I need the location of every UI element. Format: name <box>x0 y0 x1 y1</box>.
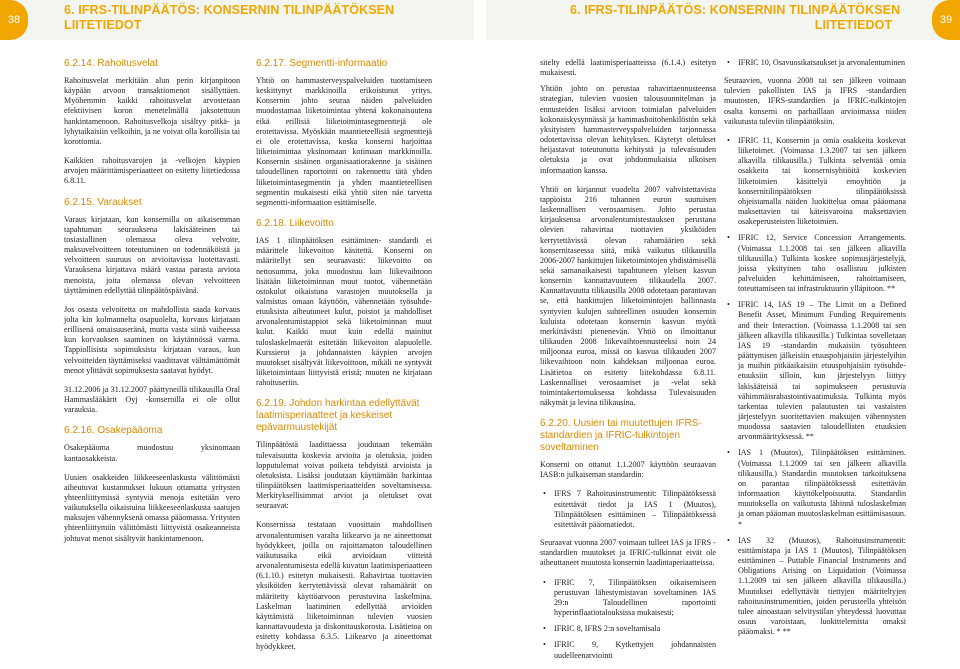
list <box>540 489 716 530</box>
list-item: • IFRS 7 Rahoitusinstrumentit: Tilinpäätöksessä esitettävät tiedot ja IAS 1 (Muutos), Tilinpäätöksen esittäminen – Tilinpäätöksessä esitettävät pääomatiedot. <box>540 489 716 530</box>
list <box>540 578 716 661</box>
heading-share-capital: 6.2.16. Osakepääoma <box>64 425 163 437</box>
right-title-line2: LIITETIEDOT <box>814 18 893 32</box>
right-page-header <box>486 0 960 40</box>
paragraph: Konsernissa testataan vuosittain mahdollisen arvonalentumisen varalta liikearvo ja ne aineettomat hyödykkeet, joilla on rajoittamaton taloudellinen vaikutusaika eikä arvioidaan viitteitä arvonalentumisesta edellä kuvatun laatimisperiaatteen (6.1.10.) esitetyn mukaisesti. Rahavirtaa tuottavien yksiköiden kerrytettävissä olevat rahamäärät on määritetty käyttöarvoon perustuvina laskelmina. Laskelman laatiminen edellyttää arvioiden käyttämistä liiketoiminnan tulevien vuosien kannattavuudesta ja diskonttauskorosta. Lisätietoa on esitetty kohdassa 6.3.5. Liikearvo ja aineettomat hyödykkeet. <box>256 520 432 652</box>
left-title-line2: LIITETIEDOT <box>64 18 142 32</box>
column-2 <box>256 58 432 662</box>
page-gutter <box>474 0 486 626</box>
list-item: • IFRIC 14, IAS 19 – The Limit on a Defined Benefit Asset, Minimum Funding Requirements and their Interaction. (Voimassa 1.1.2008 tai sen jälkeen alkavilla tilikausilla.) Tulkintaa sovelletaan IAS 19 -standardin mukaisiin työsuhteen päättymisen jälkeisiin etuuspohjaisiin järjestelyihin ja muihin pitkäaikaisiin etuuspohjaisiin työsuhde-etuuksiin silloin, kun järjestelyyn liittyy lakisääteisiä tai sopimukseen perustuvia vähimmäisrahastointivaatimuksia. Tulkinta myös tarkentaa tulevien palautusten tai vastaisten järjestelyyn suoritettavien maksujen vähennysten muodossa saatavien taloudellisten etuuksien arvonmäärityksessä. ** <box>724 300 906 442</box>
list-item: • IFRIC 9, Kytkettyjen johdannaisten uudelleenarviointi <box>540 640 716 660</box>
column-1 <box>64 58 240 553</box>
heading-judgements-estimates: 6.2.19. Johdon harkintaa edellyttävät laatimisperiaatteet ja keskeiset epävarmuustekijät <box>256 398 420 434</box>
list-item: • IFRIC 7, Tilinpäätöksen oikaisemiseen perustuvan lähestymistavan soveltaminen IAS 29:n Taloudellinen raportointi hyperinflaatiotalouksissa mukaisesti; <box>540 578 716 619</box>
paragraph: Seuraavien, vuonna 2008 tai sen jälkeen voimaan tulevien pakollisten IAS ja IFRS -standardien muutosten, IFRS-standardien ja IFRIC-tulkintojen osalta konserni on parhaillaan arvioimassa niiden vaikutusta tuleviin tilinpäätöksiin. <box>724 76 906 126</box>
paragraph: Yhtiön johto on perustaa rahavirtaennusteensa strategian, tulevien vuosien talousuunnitelman ja ennusteiden lisäksi arvioon toimialan palveluiden kokonaiskysynnässä ja hammashoitohenkilöstön sekä yksityisten hammasterveyspalveluiden tarjonnassa odotettavissa olevan kehityksen. Käytetyt oletukset heijastavat toteutunutta kehitystä ja tulevaisuuden oletuksia ja ovat johdonmukaisia ulkoisen informaation kanssa. <box>540 84 716 175</box>
paragraph: Tilinpäätöstä laadittaessa joudutaan tekemään tulevaisuutta koskevia arvioita ja oletuksia, joiden lopputulemat voivat poiketa tehdyistä arvioista ja oletuksista. Lisäksi joudutaan käyttämään harkintaa tilinpäätöksen laatimisperiaatteiden soveltamisessa. Merkityksellisimmat arviot ja oletukset ovat seuraavat: <box>256 440 432 511</box>
paragraph: Yhtiö on kirjannut vuodelta 2007 vahvistettavista tappioista 216 tuhannen euron suuruisen laskennallisen verosaamisen. Johto perustaa kirjauksensa arvonalentumistestauksen perustana olevien rahavirtaa tuottavien yksiköiden kerrytettävissä olevan rahamäärien sekä konsernitaseessa siitä, mikä vaikutus tilikausilla 2006-2007 hankittujen liiketoimintojen yhdistämisellä sekä samanaikaisesti tapahtuneen yleisen kasvun konsernin kannattavuuteen tilikaudella 2007. Kannattavuutta tilikausilla 2008 odotetaan parantavan se, että hankittujen liiketoimintojen hallinnasta syntyvien kulujen suhteellinen osuuden konsernin kuluista odotetaan konsernin kasvun myötä merkittävästi pienenevän. Yhtiö on ilmoittanut tilikauden 2008 liikevaihtoennusteeksi noin 24 miljoonaa euroa, missä on kasvua tilikauden 2007 liikevaihtoon noin kahdeksan miljoonaa euroa. Lisätietoa on esitetty liitekohdassa 6.8.11. Laskennalliset verosaamiset ja -velat sekä toimintakertomuksessa kohdassa Tulevaisuuden näkymät ja levina tilikausina. <box>540 184 717 407</box>
list <box>724 58 906 68</box>
paragraph: Rahoitusvelat merkitään alun perin kirjanpitoon käypään arvoon transaktiomenot sisällyttäen. Myöhemmin kaikki rahoitusvelat arvostetaan efektiivisen koron menetelmällä jaksotettuun hankintamenoon. Rahoitusvelkoja sisältyy pitkä- ja lyhytaikaisiin velkoihin, ja ne voivat olla korollisia tai korottomia. <box>64 76 240 146</box>
left-title-line1: 6. IFRS-TILINPÄÄTÖS: KONSERNIN TILINPÄÄTÖKSEN <box>64 3 395 17</box>
paragraph: Jos osasta velvoitetta on mahdollista saada korvaus jolta kin kolmannelta osapuolelta, korvaus kirjataan erillisenä omaisuuseränä, mutta vasta siinä vaiheessa kun korvauksen saaminen on käytännössä varma. Tappiollisista sopimuksista kirjataan varaus, kun velvoitteiden täyttämiseksi vaadittavat välttämättömät menot ylittävät sopimuksesta saatavat hyödyt. <box>64 304 240 375</box>
heading-new-standards: 6.2.20. Uusien tai muutettujen IFRS-standardien ja IFRIC-tulkintojen soveltaminen <box>540 418 702 454</box>
list-item: • IFRIC 10, Osavuosikatsaukset ja arvonalentuminen <box>724 58 906 68</box>
left-page-header <box>0 0 474 40</box>
heading-financial-liabilities: 6.2.14. Rahoitusvelat <box>64 58 158 69</box>
list-item: • IFRIC 11, Konsernin ja omia osakkeita koskevat liiketoimet. (Voimassa 1.3.2007 tai sen jälkeen alkavilla tilikausilla.) Tulkinta selventää omia osakkeita tai konsernisyhtiöitä koskevien liiketoimien käsittelyä emoyhtiön ja konsernitilinpäätöksen tilinpäätöksissä ohjeistamalla näiden luokittelua omaa pääomana maksettavien tai käteisvaroina maksettavien osakeperusteisten liiketoimien. <box>724 136 906 227</box>
paragraph: Uusien osakkeiden liikkeeseenlaskusta välittömästi aiheutuvat kustannukset lukuun ottamatta yritysten yhteenliittymissä syntyviä menoja esitetään vero vaikutuksella oikaistuina liikkeeseenlaskusta saatujen maksujen vähennyksenä omassa pääomassa. Yritysten yhteenliittymiin välittömästi liittyvistä osakeanneista johtuvat menot sisältyvät hankintamenoon. <box>64 472 240 543</box>
list-item: • IFRIC 12, Service Concession Arrangements. (Voimassa 1.1.2008 tai sen jälkeen alkavilla tilikausilla.) Tulkinta koskee sopimusjärjestelyjä, joissa yksityinen taho osallistuu julkisten palveluiden kehittämiseen, rahoittamiseen, toteuttamiseen tai infrastruktuurin ylläpitoon. ** <box>724 233 906 294</box>
column-4 <box>724 58 906 645</box>
right-page-number: 39 <box>932 0 960 40</box>
paragraph: Konserni on ottanut 1.1.2007 käyttöön seuraavan IASB:n julkaiseman standardin: <box>540 460 716 480</box>
heading-provisions: 6.2.15. Varaukset <box>64 196 142 208</box>
paragraph: Kaikkien rahoitusvarojen ja -velkojen käypien arvojen määrittämisperiaatteet on esitetty liitetiedossa 6.8.11. <box>64 156 240 186</box>
paragraph: Varaus kirjataan, kun konsernilla on aikaisemman tapahtuman seurauksena lakisääteinen tai tosiasiallinen olemassa oleva velvoite, maksuvelvoitteen toteutuminen on todennäköistä ja velvoitteen suuruus on arvioitavissa luotettavasti. Varauksena kirjattava määrä vastaa parasta arviota menoista, joita olemassa olevan velvoitteen täyttäminen edellyttää tilinpäätöspäivänä. <box>64 214 240 295</box>
paragraph: Osakepääoma muodostuu yksinomaan kantaosakkeista. <box>64 443 240 463</box>
list-item: • IFRIC 8, IFRS 2:n soveltamisala <box>540 624 716 634</box>
list <box>724 136 906 637</box>
heading-operating-profit: 6.2.18. Liikevoitto <box>256 218 334 230</box>
column-3 <box>540 58 716 669</box>
list-item: • IAS 32 (Muutos), Rahoitusinstrumentit: esittämistapa ja IAS 1 (Muutos), Tilinpäätöksen esittäminen – Puttable Financial Instruments and Obligations Arising on Liquidation (Voimassa 1.1.2009 tai sen jälkeen alkavilla tilikausilla.) Muutokset edellyttävät tiettyjen määriteltyjen rahoitusinstrumenttien, joiden perusteella yhteisön tulee ainoastaan selvitystilan yhteydessä luovuttaa osuus varoistaan, luokittelemista omaksi pääomaksi. * ** <box>724 536 906 638</box>
list-item: • IAS 1 (Muutos), Tilinpäätöksen esittäminen. (Voimassa 1.1.2009 tai sen jälkeen alkavilla tilikausilla.) Standardin muutoksen tarkoituksena on parantaa tilinpäätöksessä esitettävän informaation käyttökelpoisuutta. Standardin muutoksella on vaikutusta lähinnä tuloslaskelman ja oman pääoman muutoslaskelman esittämisasuun. * <box>724 448 906 529</box>
paragraph: IAS 1 tilinpäätöksen esittäminen- standardi ei määrittele liikevoiton käsitettä. Konserni on määritellyt sen seuraavasti: liikevoitto on nettosumma, joka muodostuu kun liikevaihtoon lisätään liiketoiminnan muut tuotot, vähennetään ostokulut oikaistuna varastojen muutoksella ja valmistus omaan käyttöön, vähennetään työsuhde-etuuksista aiheutuneet kulut, poistot ja mahdolliset arvonalentumistappiot sekä liiketoiminnan muut kulut. Kaikki muut kuin edellä mainitut tuloslaskelmaerät esitetään liikevoiton alapuolelle. Kurssierot ja johdannaisten käypien arvojen muutokset sisältyvät liikevoittoon, mikäli ne syntyvät liiketoimintaan liittyvistä eristä; muuten ne kirjataan rahoituseriin. <box>256 236 432 388</box>
heading-segment-information: 6.2.17. Segmentti-informaatio <box>256 58 388 69</box>
right-section-title <box>570 3 900 33</box>
left-page-number: 38 <box>0 0 28 40</box>
right-title-line1: 6. IFRS-TILINPÄÄTÖS: KONSERNIN TILINPÄÄTÖKSEN <box>570 3 901 17</box>
left-section-title <box>64 3 394 33</box>
paragraph: 31.12.2006 ja 31.12.2007 päättyneillä tilikausilla Oral Hammaslääkärit Oyj -konsernilla ei ole ollut varauksia. <box>64 384 240 415</box>
paragraph: sitelty edellä laatimisperiaatteissa (6.1.4.) esitetyn mukaisesti. <box>540 58 716 78</box>
paragraph: Seuraavat vuonna 2007 voimaan tulleet IAS ja IFRS -standardien muutokset ja IFRIC-tulkinnat eivät ole aiheuttaneet muutosta konsernin laadintaperiaatteissa. <box>540 538 716 568</box>
paragraph: Yhtiö on hammasterveyspalveluiden tuottamiseen keskittynyt markkinoilla erikoistunut yritys. Konsernin johto seuraa näiden palveluiden muodostamaa liiketoimintaa yhtenä kokonaisuutena eikä erillisiä liiketoimintasegmenttejä ole erotettavissa. Myöskään maantieteellisiä segmenttejä ei ole erotettavissa, koska konserni harjoittaa liiketoimintaa yksinomaan kotimaan markkinoilla. Konsernin sisäinen organisaatiorakenne ja sisäinen taloudellinen raportointi on rakennettu tätä yhden liiketoimintasegmentin ja yhden maantieteellisen segmentin mukaisesti eikä yhtiö siten näe tarvetta segmentti-informaation esittämiselle. <box>256 76 432 207</box>
